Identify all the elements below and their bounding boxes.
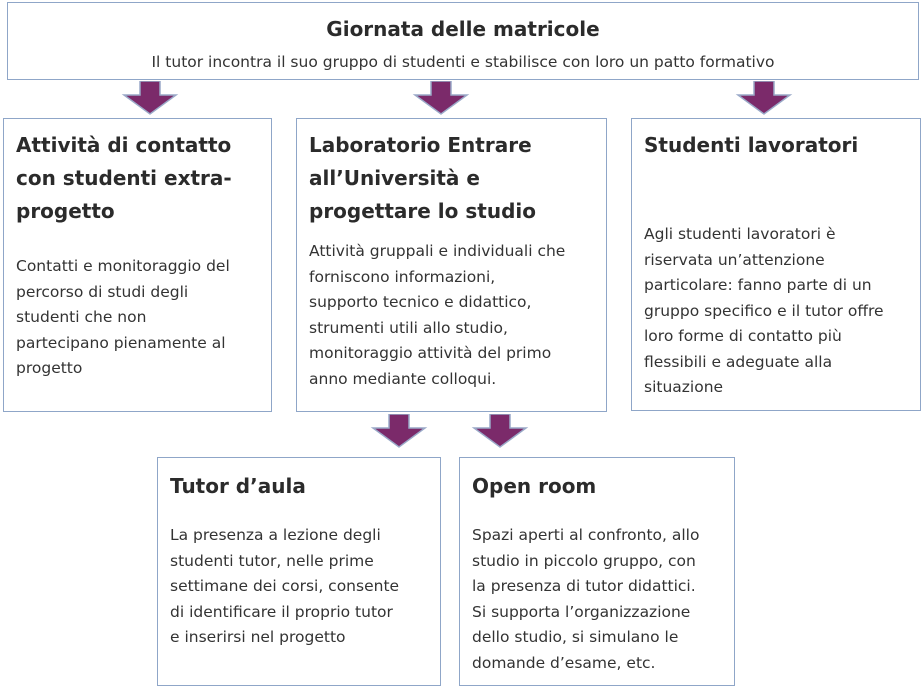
box-contatto-extra-progetto xyxy=(3,118,272,412)
box-title: Studenti lavoratori xyxy=(644,133,859,157)
box-title: Open room xyxy=(472,474,597,498)
arrow-down-icon xyxy=(369,414,429,448)
box-title: Laboratorio Entrare all’Università e progettare lo studio xyxy=(309,133,536,223)
arrow-down-icon xyxy=(411,81,471,115)
box-tutor-aula xyxy=(157,457,441,686)
box-text: La presenza a lezione degli studenti tutor, nelle prime settimane dei corsi, consente di identificare il proprio tutor e inserirsi nel progetto xyxy=(170,526,400,646)
arrow-down-icon xyxy=(470,414,530,448)
box-text: Contatti e monitoraggio del percorso di studi degli studenti che non partecipano pienamente al progetto xyxy=(16,257,230,377)
arrow-down-icon xyxy=(120,81,180,115)
box-studenti-lavoratori xyxy=(631,118,921,411)
box-title: Attività di contatto con studenti extra- progetto xyxy=(16,133,232,223)
header-subtitle: Il tutor incontra il suo gruppo di studenti e stabilisce con loro un patto formativo xyxy=(151,53,775,71)
box-title: Tutor d’aula xyxy=(170,474,306,498)
box-text: Spazi aperti al confronto, allo studio in piccolo gruppo, con la presenza di tutor didattici. Si supporta l’organizzazione dello studio, si simulano le domande d’esame, etc. xyxy=(472,526,700,672)
header-box xyxy=(7,2,919,80)
box-text: Agli studenti lavoratori è riservata un’attenzione particolare: fanno parte di un gruppo specifico e il tutor offre loro forme di contatto più flessibili e adeguate alla situazione xyxy=(644,225,884,396)
box-laboratorio xyxy=(296,118,607,412)
box-text: Attività gruppali e individuali che forniscono informazioni, supporto tecnico e didattico, strumenti utili allo studio, monitoraggio attività del primo anno mediante colloqui. xyxy=(309,242,566,388)
box-open-room xyxy=(459,457,735,686)
header-title: Giornata delle matricole xyxy=(326,17,600,41)
arrow-down-icon xyxy=(734,81,794,115)
